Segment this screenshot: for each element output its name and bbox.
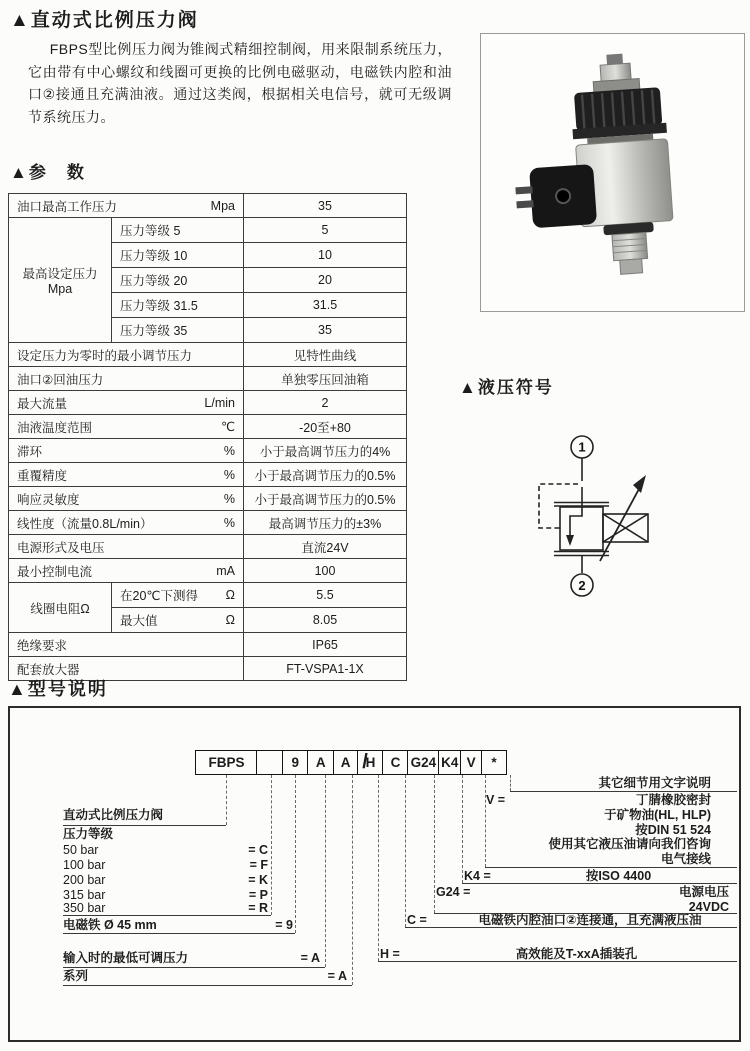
code-box-c: C [382, 750, 408, 775]
ladder-label-100bar [63, 858, 268, 873]
block-code: G24 = [436, 885, 471, 899]
label-text: 50 bar [63, 843, 99, 857]
label-text: 200 bar [63, 873, 106, 887]
param-label: 绝缘要求 [9, 633, 244, 657]
param-label: 油液温度范围 [17, 420, 93, 435]
block-line: 其它细节用文字说明 [598, 776, 711, 790]
param-value: 35 [244, 194, 407, 218]
ladder-rule-a2 [63, 985, 352, 986]
param-label: 压力等级 5 [112, 218, 244, 243]
param-unit: L/min [204, 395, 235, 410]
ladder-vline-fbps [226, 775, 227, 825]
param-label: 油口②回油压力 [9, 367, 244, 391]
group-label-line1: 最高设定压力 [22, 267, 98, 281]
ladder-rule-9 [63, 933, 295, 934]
param-label: 最大流量 [17, 396, 68, 411]
label-code: = A [327, 969, 347, 983]
adjust-arrowhead [633, 475, 646, 493]
param-label: 最大值 [120, 614, 158, 628]
param-label: 在20℃下测得 [120, 589, 198, 603]
ladder-block-star [510, 776, 737, 791]
code-box-star: * [481, 750, 507, 775]
label-text: 系列 [63, 969, 89, 983]
block-line: 电气接线 [660, 852, 711, 867]
param-value: IP65 [244, 633, 407, 657]
block-line: 电源电压 [678, 885, 729, 899]
ladder-vline-k4 [462, 775, 463, 883]
param-value: 8.05 [244, 608, 407, 633]
code-slash: / [362, 751, 368, 773]
label-text: 压力等级 [63, 827, 114, 841]
ladder-rule-v [485, 867, 737, 868]
label-text: 输入时的最低可调压力 [63, 951, 189, 965]
param-unit: Ω [225, 613, 235, 627]
param-unit: Ω [225, 588, 235, 602]
label-code: = P [248, 888, 268, 902]
code-box-grade [256, 750, 283, 775]
label-text: 电磁铁 Ø 45 mm [63, 918, 157, 932]
param-value: 100 [244, 559, 407, 583]
param-value: 小于最高调节压力的4% [244, 439, 407, 463]
param-value: 2 [244, 391, 407, 415]
ladder-block-k4 [464, 869, 737, 884]
intro-paragraph: FBPS型比例压力阀为锥阀式精细控制阀，用来限制系统压力，它由带有中心螺纹和线圈可更换的比例电磁驱动，电磁铁内腔和油口②接通且充满油液。通过这类阀，根据相关电信号，就可无级调节系统压力。 [28, 41, 452, 125]
ladder-label-series [63, 969, 347, 984]
label-text: 直动式比例压力阀 [63, 808, 164, 822]
ladder-vline-grade [271, 775, 272, 915]
table-row [9, 583, 407, 608]
label-code: = A [300, 951, 320, 965]
param-label: 最小控制电流 [17, 564, 93, 579]
table-row [9, 535, 407, 559]
param-value: 小于最高调节压力的0.5% [244, 463, 407, 487]
page-title: ▲直动式比例压力阀 [10, 10, 199, 31]
ladder-vline-a1 [325, 775, 326, 967]
param-value: 最高调节压力的±3% [244, 511, 407, 535]
label-code: = K [248, 873, 268, 887]
param-label: 压力等级 10 [112, 243, 244, 268]
param-unit: mA [216, 563, 235, 578]
block-line: 24VDC [688, 899, 729, 914]
table-row [9, 194, 407, 218]
flow-arrowhead [566, 535, 574, 546]
param-label: 油口最高工作压力 [17, 199, 118, 214]
block-line: 高效能及T-xxA插装孔 [515, 947, 638, 961]
product-photo [481, 34, 744, 311]
hydraulic-heading: ▲液压符号 [459, 378, 554, 397]
params-table [8, 193, 407, 681]
param-value: 见特性曲线 [244, 343, 407, 367]
ladder-vline-h [378, 775, 379, 961]
label-code: = C [248, 843, 268, 857]
param-unit: % [223, 515, 235, 530]
code-box-fbps: FBPS [195, 750, 258, 775]
block-line: 按ISO 4400 [585, 869, 652, 883]
param-label: 电源形式及电压 [9, 535, 244, 559]
ladder-label-350bar [63, 901, 268, 916]
param-value: FT-VSPA1-1X [244, 657, 407, 681]
ladder-block-v [486, 793, 737, 867]
table-row [9, 559, 407, 583]
ladder-label-grade-header [63, 827, 183, 842]
param-unit: % [223, 443, 235, 458]
ladder-vline-a2 [352, 775, 353, 985]
ladder-label-valve-name [63, 808, 226, 823]
param-label: 滞环 [17, 444, 43, 459]
ladder-block-h [380, 947, 737, 962]
param-value: 小于最高调节压力的0.5% [244, 487, 407, 511]
table-row [9, 343, 407, 367]
ladder-vline-c [405, 775, 406, 927]
param-label: 压力等级 31.5 [112, 293, 244, 318]
ladder-label-50bar [63, 843, 268, 858]
param-value: 10 [244, 243, 407, 268]
table-row [9, 633, 407, 657]
block-code: C = [407, 913, 427, 927]
param-unit: % [223, 491, 235, 506]
label-text: 350 bar [63, 901, 106, 915]
hydraulic-symbol [515, 427, 705, 607]
block-line: 于矿物油(HL, HLP) [604, 807, 711, 822]
code-box-g24: G24 [407, 750, 440, 775]
param-label: 重覆精度 [17, 468, 68, 483]
adjust-arrow [600, 489, 639, 561]
ladder-block-g24 [436, 885, 737, 915]
block-code: H = [380, 947, 400, 961]
ladder-rule-star [510, 791, 737, 792]
param-label: 配套放大器 [9, 657, 244, 681]
param-value: -20至+80 [244, 415, 407, 439]
group-label-line2: Mpa [47, 282, 73, 296]
ladder-label-min-pressure [63, 951, 320, 966]
param-unit: % [223, 467, 235, 482]
param-label: 压力等级 20 [112, 268, 244, 293]
param-value: 20 [244, 268, 407, 293]
param-label: 响应灵敏度 [17, 492, 80, 507]
param-value: 直流24V [244, 535, 407, 559]
code-box-9: 9 [282, 750, 309, 775]
table-row [9, 415, 407, 439]
block-code: K4 = [464, 869, 491, 883]
ladder-vline-g24 [434, 775, 435, 913]
ladder-block-c [407, 913, 737, 928]
ladder-vline-9 [295, 775, 296, 933]
table-row [9, 439, 407, 463]
table-row [9, 487, 407, 511]
label-code: = R [248, 901, 268, 915]
photo-frame [480, 33, 745, 312]
ladder-rule-fbps [63, 825, 226, 826]
code-box-v: V [460, 750, 483, 775]
code-box-h: H [357, 750, 384, 775]
ladder-label-200bar [63, 873, 268, 888]
model-heading: ▲型号说明 [8, 679, 108, 699]
params-heading: ▲参 数 [10, 163, 86, 182]
param-value: 5 [244, 218, 407, 243]
block-line: 按DIN 51 524 [635, 822, 711, 837]
port-2-label: 2 [578, 578, 586, 593]
code-box-a2: A [333, 750, 359, 775]
label-text: 315 bar [63, 888, 106, 902]
block-line: 电磁铁内腔油口②连接通，且充满液压油 [478, 913, 702, 927]
param-value: 单独零压回油箱 [244, 367, 407, 391]
ladder-rule-a1 [63, 967, 325, 968]
table-row [9, 218, 407, 243]
table-row [9, 367, 407, 391]
block-line: 丁腈橡胶密封 [635, 793, 711, 807]
param-value: 5.5 [244, 583, 407, 608]
param-label: 线性度（流量0.8L/min） [17, 516, 153, 531]
port-1-label: 1 [578, 439, 586, 455]
label-code: = 9 [275, 918, 293, 932]
model-code-row [195, 750, 507, 775]
block-line: 使用其它液压油请向我们咨询 [548, 837, 711, 852]
param-unit: Mpa [210, 198, 235, 213]
code-box-k4: K4 [438, 750, 461, 775]
block-code: V = [486, 793, 506, 807]
param-value: 31.5 [244, 293, 407, 318]
label-code: = F [249, 858, 268, 872]
table-row [9, 511, 407, 535]
code-box-a1: A [307, 750, 334, 775]
param-label: 设定压力为零时的最小调节压力 [9, 343, 244, 367]
param-unit: ℃ [220, 420, 235, 434]
ladder-label-solenoid [63, 918, 293, 933]
param-group: 线圈电阻Ω [9, 583, 112, 633]
label-text: 100 bar [63, 858, 106, 872]
param-group [9, 218, 112, 343]
table-row [9, 463, 407, 487]
table-row [9, 391, 407, 415]
param-value: 35 [244, 318, 407, 343]
param-label: 压力等级 35 [112, 318, 244, 343]
